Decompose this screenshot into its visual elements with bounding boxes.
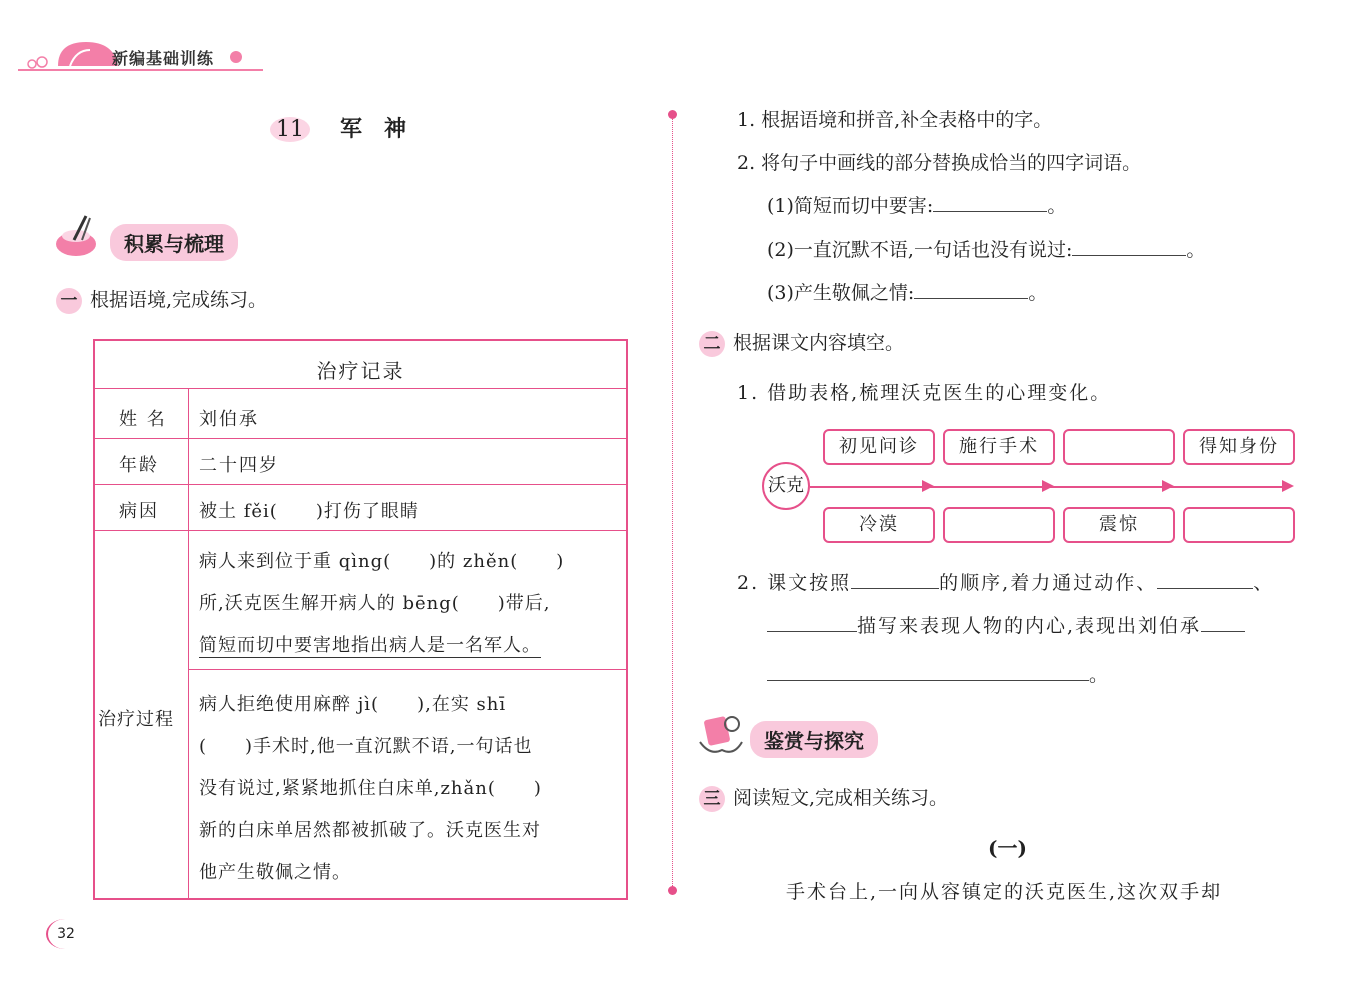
emotion-box: 震惊 [1063, 507, 1175, 543]
process-label: 治疗过程 [98, 709, 174, 730]
table-title: 治疗记录 [316, 359, 405, 383]
item-2-3: (3)产生敬佩之情: 。 [767, 282, 1048, 304]
question-2-text: 根据课文内容填空。 [733, 332, 905, 354]
passage-part: (一) [988, 836, 1027, 860]
item-2: 2. 将句子中画线的部分替换成恰当的四字词语。 [737, 152, 1142, 174]
page-divider [672, 114, 673, 892]
item-2-2: (2)一直沉默不语,一句话也没有说过: 。 [767, 239, 1206, 261]
section-accumulate: 积累与梳理 [110, 224, 238, 261]
stage-box: 施行手术 [943, 429, 1055, 465]
question-2-sub1: 1. 借助表格,梳理沃克医生的心理变化。 [737, 382, 1112, 404]
question-1-text: 根据语境,完成练习。 [90, 289, 268, 311]
item-1: 1. 根据语境和拼音,补全表格中的字。 [737, 109, 1053, 131]
item-2-1: (1)简短而切中要害: 。 [767, 195, 1067, 217]
question-1-number: 一 [56, 288, 82, 314]
book-hands-icon [696, 712, 746, 756]
question-2-sub2-line3: 。 [767, 660, 1108, 687]
stage-box: 初见问诊 [823, 429, 935, 465]
process-line: ( )手术时,他一直沉默不语,一句话也 [199, 736, 533, 757]
treatment-record-table [93, 339, 628, 900]
divider-dot [668, 110, 677, 119]
question-3 [699, 783, 948, 812]
table-row-value: 刘伯承 [199, 409, 259, 430]
section-appreciate: 鉴赏与探究 [750, 721, 878, 758]
process-line: 没有说过,紧紧地抓住白床单,zhǎn( ) [199, 778, 542, 799]
table-row-label: 姓 名 [119, 409, 167, 430]
question-1 [56, 285, 267, 314]
process-line: 他产生敬佩之情。 [199, 862, 351, 883]
passage-text: 手术台上,一向从容镇定的沃克医生,这次双手却 [786, 881, 1223, 903]
divider-dot [668, 886, 677, 895]
emotion-box-blank[interactable] [943, 507, 1055, 543]
lesson-number: 11 [270, 117, 310, 142]
question-3-number: 三 [699, 786, 725, 812]
question-2-number: 二 [699, 331, 725, 357]
table-row-value: 二十四岁 [199, 455, 279, 476]
question-2-sub2-line1: 2. 课文按照 的顺序,着力通过动作、 、 [737, 572, 1275, 594]
emotion-box: 冷漠 [823, 507, 935, 543]
question-3-text: 阅读短文,完成相关练习。 [733, 787, 949, 809]
arrow-icon [1162, 480, 1174, 492]
arrow-icon [1282, 480, 1294, 492]
question-2-sub2-line2: 描写来表现人物的内心,表现出刘伯承 [767, 611, 1245, 638]
lesson-title [270, 112, 406, 143]
stage-box: 得知身份 [1183, 429, 1295, 465]
page-number: 32 [46, 919, 84, 949]
table-row-label: 年龄 [119, 455, 159, 476]
process-line: 新的白床单居然都被抓破了。沃克医生对 [199, 820, 541, 841]
process-line: 所,沃克医生解开病人的 bēng( )带后, [199, 593, 551, 614]
arrow-icon [1042, 480, 1054, 492]
arrow-icon [922, 480, 934, 492]
emotion-box-blank[interactable] [1183, 507, 1295, 543]
series-title: 新编基础训练 [112, 49, 215, 68]
process-line: 病人来到位于重 qìng( )的 zhěn( ) [199, 551, 565, 572]
table-row-value: 被土 fěi( )打伤了眼睛 [199, 501, 419, 522]
process-line-underlined: 简短而切中要害地指出病人是一名军人。 [199, 631, 541, 658]
pen-cup-icon [52, 212, 106, 258]
person-circle: 沃克 [762, 462, 810, 510]
process-line: 病人拒绝使用麻醉 jì( ),在实 shī [199, 694, 507, 715]
stage-box-blank[interactable] [1063, 429, 1175, 465]
question-2 [699, 328, 904, 357]
lesson-name: 军 神 [340, 116, 407, 142]
table-row-label: 病因 [119, 501, 159, 522]
